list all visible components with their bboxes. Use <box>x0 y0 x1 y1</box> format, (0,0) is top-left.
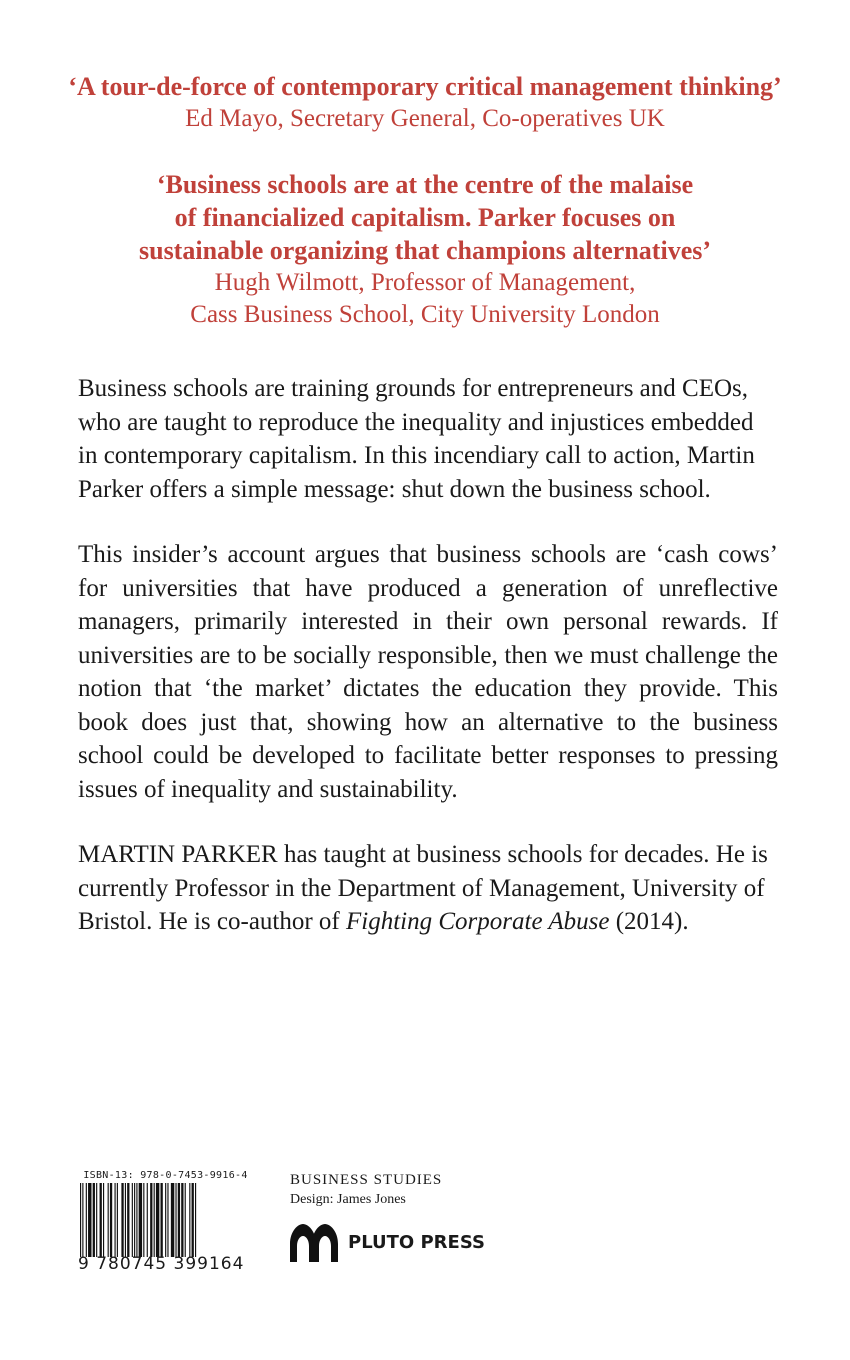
book-title: Fighting Corporate Abuse <box>346 908 610 935</box>
quote-text: ‘Business schools are at the centre of the malaise <box>156 170 694 199</box>
quote-text: ‘A tour-de-force of contemporary critical management thinking’ <box>68 72 782 101</box>
back-cover-footer <box>78 1170 778 1290</box>
quote-attribution: Hugh Wilmott, Professor of Management, <box>214 269 636 296</box>
endorsement-mayo <box>0 70 850 135</box>
quote-attribution: Ed Mayo, Secretary General, Co-operatives UK <box>185 105 665 132</box>
subject-category: BUSINESS STUDIES <box>290 1172 443 1188</box>
isbn-barcode <box>78 1170 253 1280</box>
endorsements <box>0 70 850 331</box>
design-credit: Design: James Jones <box>290 1192 406 1207</box>
blurb <box>78 372 778 971</box>
isbn-label: ISBN-13: 978-0-7453-9916-4 <box>83 1170 248 1181</box>
quote-text: of financialized capitalism. Parker focuses on <box>174 203 676 232</box>
blurb-paragraph-2: This insider’s account argues that business schools are ‘cash cows’ for universities that have produced a generation of unreflective managers, primarily interested in their own personal rewards. If universities are to be socially responsible, then we must challenge the notion that ‘the market’ dictates the education they provide. This book does just that, showing how an alternative to the business school could be developed to facilitate better responses to pressing issues of inequality and sustainability. <box>78 541 778 803</box>
author-bio <box>78 838 778 939</box>
pluto-press-logo-icon <box>290 1222 342 1262</box>
quote-text: sustainable organizing that champions alternatives’ <box>138 236 712 265</box>
endorsement-wilmott <box>0 168 850 331</box>
isbn-digits: 9 780745 399164 <box>78 1254 245 1274</box>
publisher <box>290 1222 485 1262</box>
blurb-paragraph-1: Business schools are training grounds for entrepreneurs and CEOs, who are taught to reproduce the inequality and injustices embedded in contemporary capitalism. In this incendiary call to action, Martin Parker offers a simple message: shut down the business school. <box>78 375 755 503</box>
publisher-name: PLUTO PRESS <box>348 1231 485 1253</box>
author-bio-text: MARTIN PARKER has taught at business schools for decades. He is currently Professor in the Department of Management, University of Bristol. He is co-author of <box>78 841 768 935</box>
quote-attribution: Cass Business School, City University London <box>190 301 660 328</box>
book-meta <box>290 1170 442 1210</box>
author-bio-year: (2014). <box>609 908 689 935</box>
barcode-icon <box>78 1183 253 1257</box>
